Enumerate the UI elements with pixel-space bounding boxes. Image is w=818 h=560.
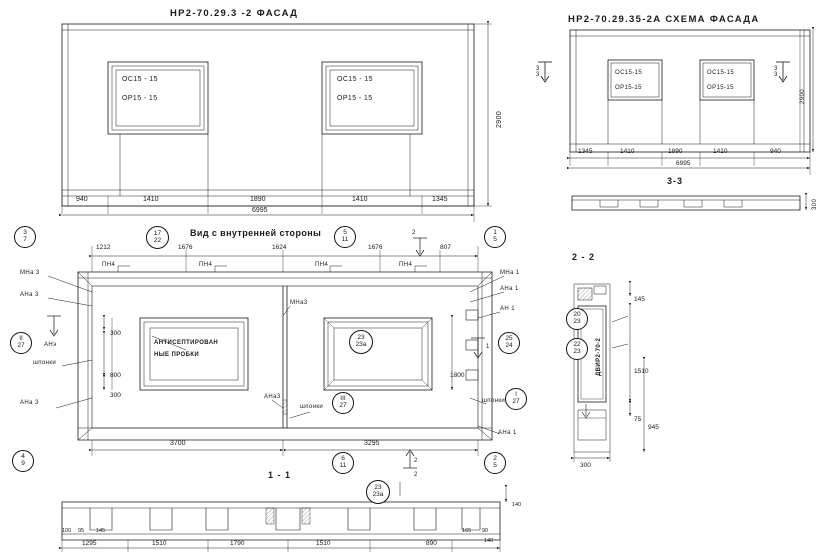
callout-17-22-top: 17: [153, 229, 162, 237]
scheme-mark-left: 3 3: [536, 66, 540, 78]
inner-right-mark-4: шпонки: [482, 398, 506, 404]
facade-window1-line1: ОС15 - 15: [122, 76, 158, 83]
scheme-dim-2: 1410: [620, 148, 635, 155]
section-1-1-small-dim-5: 90: [482, 528, 489, 534]
inner-panel-mark-4: ПН4: [399, 262, 413, 268]
inner-left-mark-1: МНа 3: [20, 270, 40, 276]
facade-window1-line2: ОР15 - 15: [122, 95, 158, 102]
callout-23-23a-bottom: 23а: [355, 341, 367, 348]
scheme-dim-total: 6995: [676, 160, 691, 167]
callout-22-23-top: 22: [573, 341, 581, 349]
callout-II-27-top: II: [19, 335, 23, 343]
inner-top-dim-3: 1624: [272, 244, 287, 251]
callout-3-7-bottom: 7: [23, 236, 27, 243]
section-2-2-dim-bottom: 300: [580, 462, 591, 469]
inner-panel-mark-2: ПН4: [199, 262, 213, 268]
inner-top-dim-4: 1676: [368, 244, 383, 251]
callout-20-23-bottom: 23: [573, 318, 581, 325]
callout-6-11[interactable]: [332, 452, 354, 474]
callout-s11-23-23a[interactable]: [366, 480, 390, 504]
section-1-1-small-dim-4: 165: [462, 528, 472, 534]
inner-vdim-right: 1800: [450, 372, 465, 379]
inner-vdim-1: 300: [110, 330, 121, 337]
facade-dim-total: 6995: [252, 207, 268, 214]
callout-II-27[interactable]: [10, 332, 32, 354]
section-1-1-dim-4: 1510: [316, 540, 331, 547]
callout-25-24-top: 25: [505, 335, 513, 343]
inner-left-mark-2: АНа 3: [20, 292, 39, 298]
callout-4-9[interactable]: [12, 450, 34, 472]
callout-22-23[interactable]: [566, 338, 588, 360]
section-2-2-dim-3: 75: [634, 416, 642, 423]
inner-panel-mark-3: ПН4: [315, 262, 329, 268]
scheme-dim-1: 1345: [578, 148, 593, 155]
section-1-1-small-dim-1: 100: [62, 528, 72, 534]
callout-2-5[interactable]: [484, 452, 506, 474]
callout-s11-bottom: 23а: [372, 491, 384, 498]
callout-20-23[interactable]: [566, 308, 588, 330]
inner-left-mark-4: шпонки: [33, 360, 57, 366]
inner-left-mark-3: АНэ: [44, 342, 57, 348]
callout-6-11-bottom: 11: [339, 462, 347, 469]
scheme-window2-line2: ОР15-15: [707, 85, 734, 91]
scheme-window2-line1: ОС15-15: [707, 70, 735, 76]
facade-window2-line1: ОС15 - 15: [337, 76, 373, 83]
scheme-window1-line2: ОР15-15: [615, 85, 642, 91]
inner-top-dim-5: 807: [440, 244, 451, 251]
facade-height-dim: 2900: [496, 110, 503, 128]
inner-top-dim-1: 1212: [96, 244, 111, 251]
section-1-1-small-dim-6: 140: [484, 538, 494, 544]
scheme-thickness-dim: 300: [812, 198, 818, 210]
section-1-1-dim-5: 890: [426, 540, 437, 547]
scheme-dim-4: 1410: [713, 148, 728, 155]
section-1-1-dim-3: 1790: [230, 540, 245, 547]
section-1-1-small-dim-2: 95: [78, 528, 85, 534]
callout-III-27[interactable]: [332, 392, 354, 414]
callout-3-7[interactable]: [14, 226, 36, 248]
callout-3-7-top: 3: [23, 229, 27, 237]
section-1-1-mark: 2: [414, 472, 418, 478]
callout-1-5-bottom: 5: [493, 236, 497, 243]
section-2-2-dim-1: 145: [634, 296, 645, 303]
scheme-window1-line1: ОС15-15: [615, 70, 643, 76]
inner-bottom-dim-2: 3295: [364, 440, 380, 447]
callout-5-11[interactable]: [334, 226, 356, 248]
section-2-2-label: ДВИР2-70-2: [596, 337, 602, 376]
callout-I-27[interactable]: [505, 388, 527, 410]
inner-view-mark-bottom: 2: [414, 458, 418, 464]
scheme-mark-right: 3 3: [774, 66, 778, 78]
callout-4-9-bottom: 9: [21, 460, 25, 467]
scheme-dim-5: 940: [770, 148, 781, 155]
section-1-1-dim-2: 1510: [152, 540, 167, 547]
scheme-dim-3: 1890: [668, 148, 683, 155]
inner-panel-mark-1: ПН4: [102, 262, 116, 268]
inner-left-mark-5: АНа 3: [20, 400, 39, 406]
inner-right-mark-3: АН 1: [500, 306, 515, 312]
callout-23-23a[interactable]: [349, 330, 373, 354]
inner-vdim-3: 300: [110, 392, 121, 399]
facade-dim-2: 1410: [143, 196, 159, 203]
inner-note-line2: НЫЕ ПРОБКИ: [154, 352, 200, 358]
inner-top-dim-2: 1676: [178, 244, 193, 251]
callout-25-24-bottom: 24: [505, 342, 513, 349]
inner-bottom-dim-1: 3700: [170, 440, 186, 447]
callout-I-27-top: I: [515, 391, 517, 399]
facade-window2-line2: ОР15 - 15: [337, 95, 373, 102]
facade-dim-5: 1345: [432, 196, 448, 203]
scheme-title: НР2-70.29.35-2А СХЕМА ФАСАДА: [568, 14, 760, 25]
facade-dim-1: 940: [76, 196, 88, 203]
inner-mid-mark-1: МНа3: [290, 300, 308, 306]
callout-2-5-top: 2: [493, 455, 497, 463]
inner-right-mark-1: МНа 1: [500, 270, 520, 276]
callout-22-23-bottom: 23: [573, 348, 581, 355]
callout-17-22-bottom: 22: [153, 236, 162, 244]
callout-III-27-bottom: 27: [339, 402, 347, 409]
callout-s11-top: 23: [374, 484, 382, 492]
inner-view-mark-top: 2: [412, 230, 416, 236]
section-3-3-title: 3-3: [667, 176, 684, 186]
callout-23-23a-top: 23: [357, 334, 365, 342]
callout-4-9-top: 4: [21, 453, 25, 461]
inner-view-title: Вид с внутренней стороны: [190, 228, 322, 238]
facade-dim-3: 1890: [250, 196, 266, 203]
callout-1-5-top: 1: [493, 229, 497, 237]
inner-right-mark-2: АНа 1: [500, 286, 519, 292]
section-2-2-dim-4: 945: [648, 424, 659, 431]
callout-2-5-bottom: 5: [493, 462, 497, 469]
callout-20-23-top: 20: [573, 311, 581, 319]
callout-6-11-top: 6: [341, 455, 345, 463]
section-1-1-title: 1 - 1: [268, 470, 292, 480]
facade-dim-4: 1410: [352, 196, 368, 203]
section-1-1-dim-1: 1295: [82, 540, 97, 547]
scheme-height-dim: 2900: [800, 89, 806, 104]
callout-5-11-top: 5: [343, 229, 347, 237]
section-2-2-title: 2 - 2: [572, 252, 596, 262]
section-1-1-thickness: 140: [512, 502, 522, 508]
callout-III-27-top: III: [340, 395, 346, 403]
callout-5-11-bottom: 11: [341, 236, 349, 243]
inner-view-mark-right: 1: [486, 344, 490, 350]
inner-vdim-2: 800: [110, 372, 121, 379]
facade-title: НР2-70.29.3 -2 ФАСАД: [170, 8, 299, 19]
section-1-1-small-dim-3: 145: [96, 528, 106, 534]
inner-right-mark-5: АНа 1: [498, 430, 517, 436]
inner-mid-mark-3: шпонки: [300, 404, 324, 410]
callout-II-27-bottom: 27: [17, 342, 25, 349]
inner-mid-mark-2: АНа3: [264, 394, 281, 400]
callout-25-24[interactable]: [498, 332, 520, 354]
callout-I-27-bottom: 27: [512, 398, 520, 405]
section-2-2-dim-2: 1510: [634, 368, 649, 375]
callout-1-5[interactable]: [484, 226, 506, 248]
inner-note-line1: АНТИСЕПТИРОВАН: [154, 340, 219, 346]
callout-17-22[interactable]: [146, 226, 169, 249]
